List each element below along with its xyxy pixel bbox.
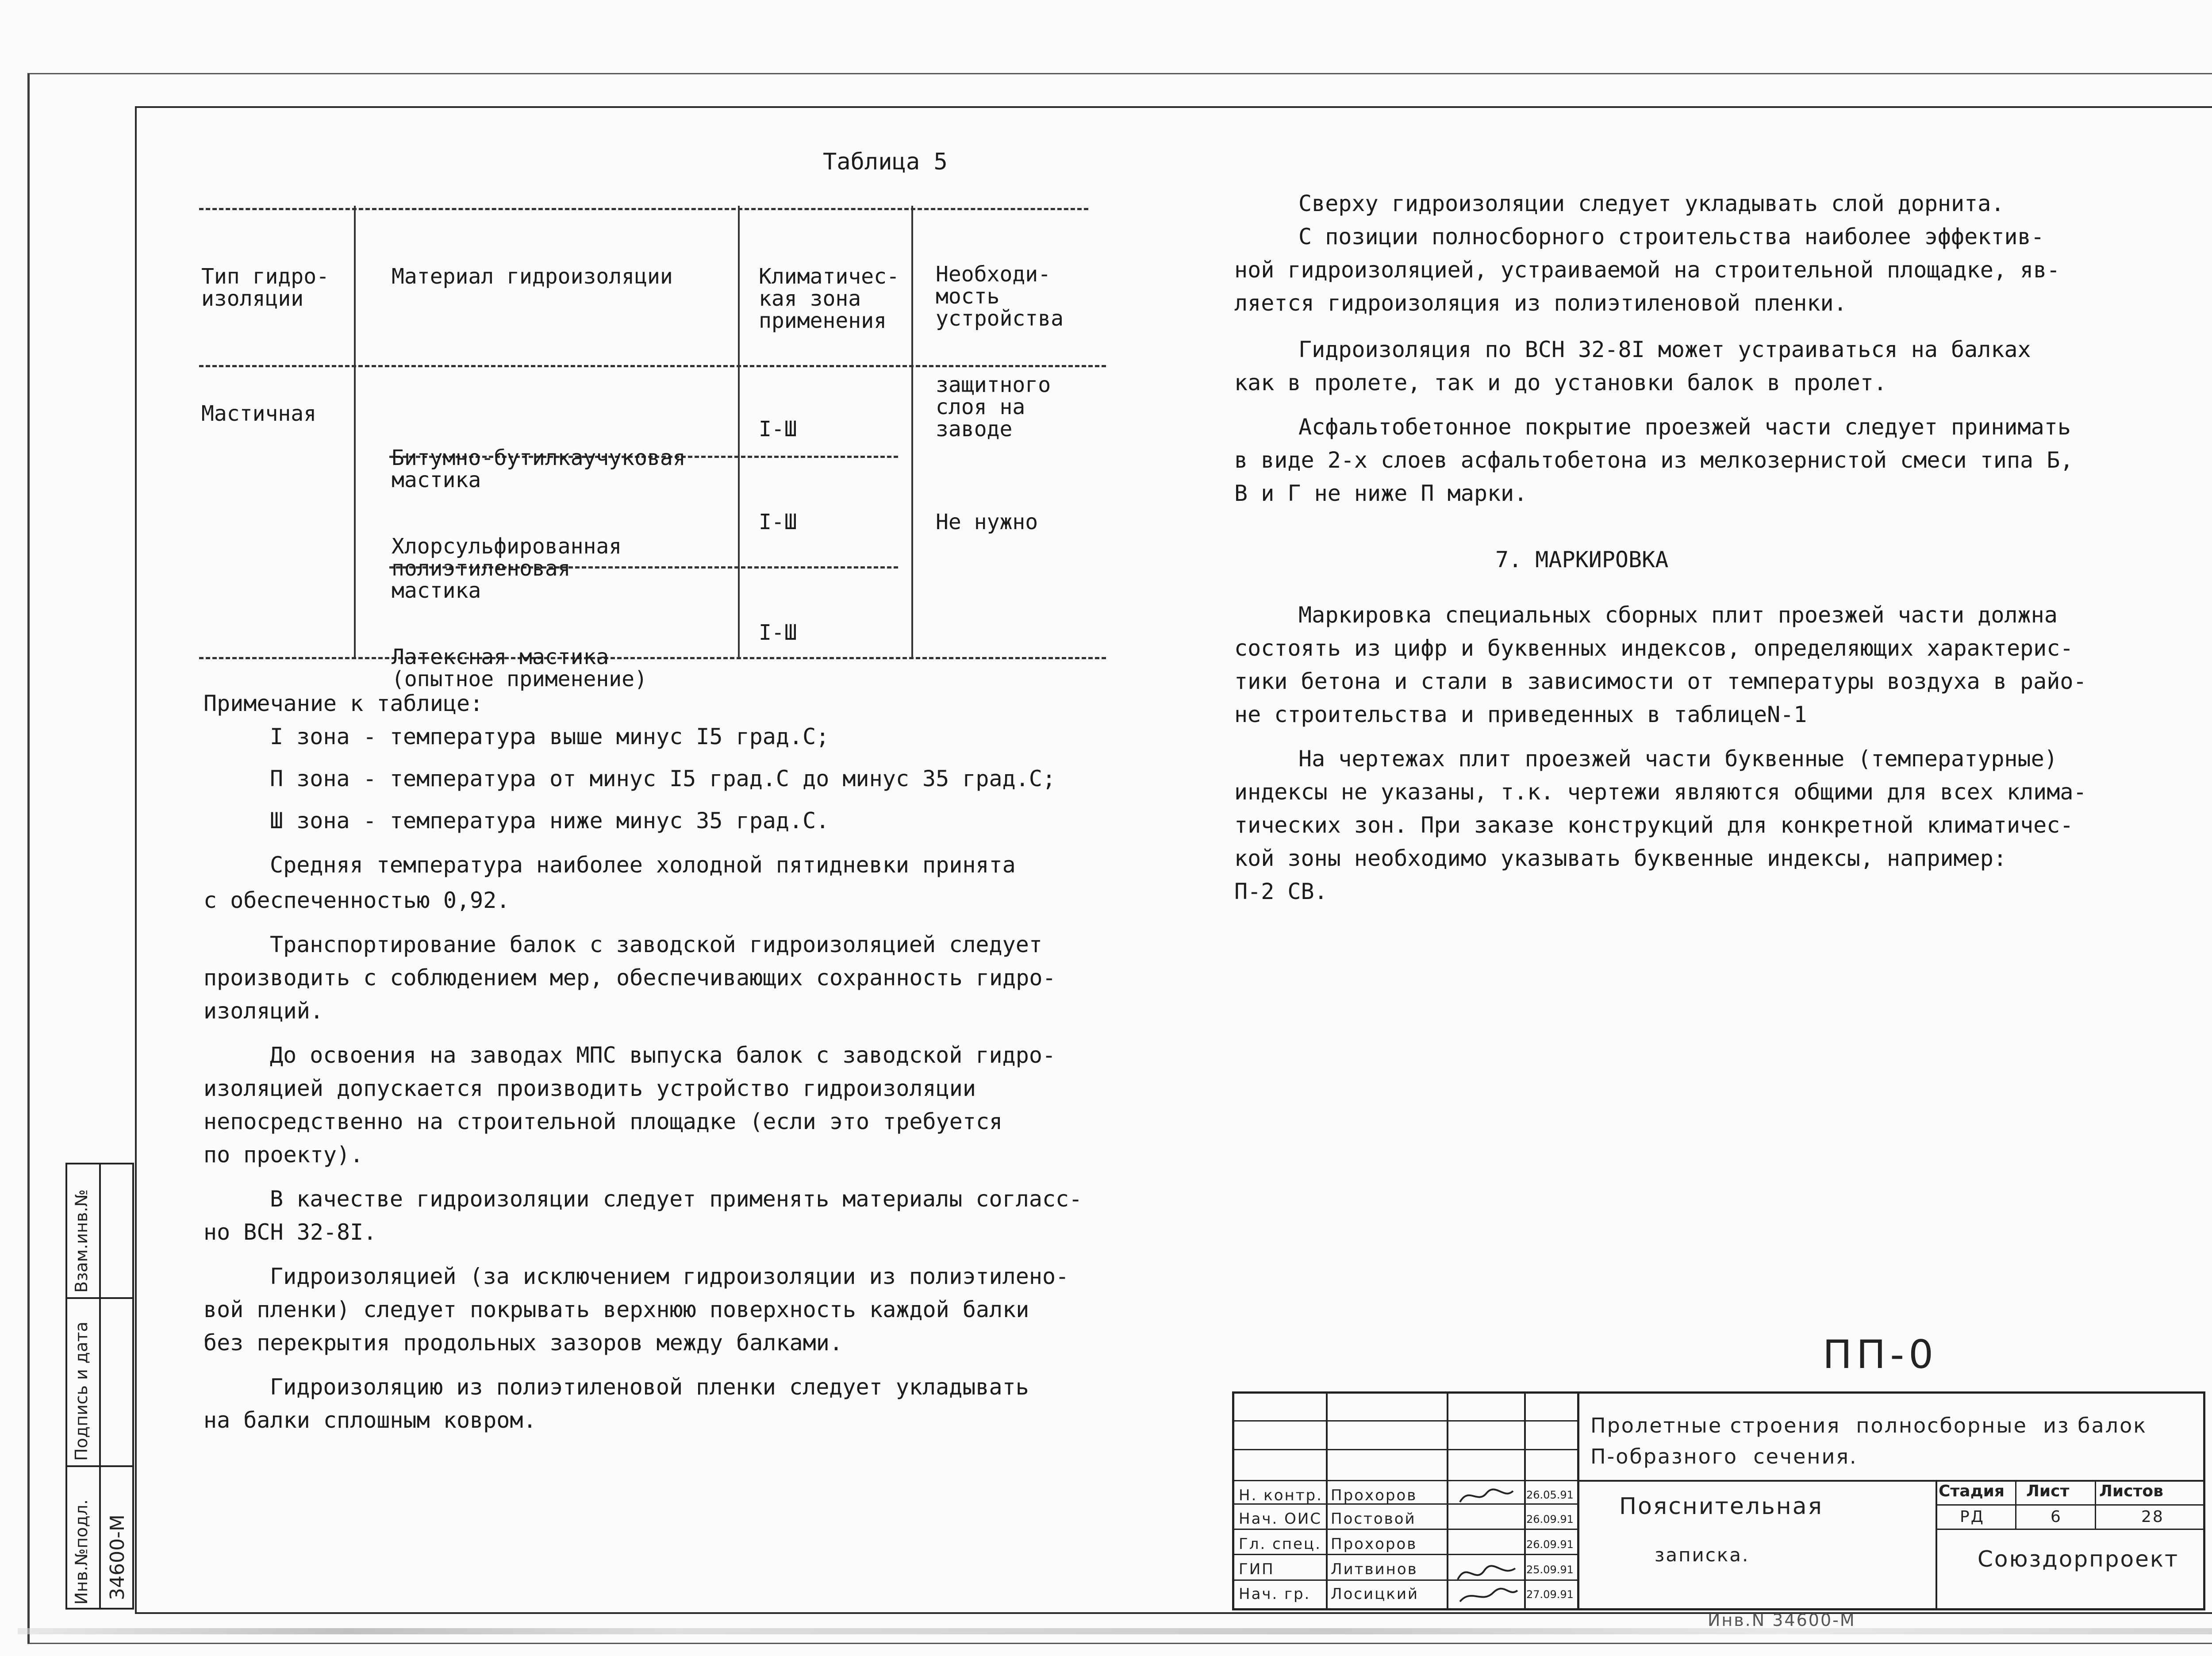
paragraph-line: в виде 2-х слоев асфальтобетона из мелкозернистой смеси типа Б, [1234, 447, 2074, 473]
paragraph-line: ной гидроизоляцией, устраиваемой на строительной площадке, яв- [1234, 257, 2060, 283]
role-label: Нач. гр. [1239, 1585, 1311, 1603]
paragraph-line: без перекрытия продольных зазоров между балками. [204, 1330, 843, 1356]
organization: Союздорпроект [1978, 1546, 2179, 1572]
document-title-line-2: записка. [1655, 1544, 1750, 1566]
paragraph-line: изоляций. [204, 998, 323, 1024]
sheet-label: Лист [2026, 1482, 2070, 1500]
table-col-divider-1 [354, 206, 356, 659]
stamp-divider [1524, 1394, 1526, 1608]
stamp-divider [1936, 1529, 2203, 1530]
sheets-value: 28 [2141, 1508, 2164, 1526]
paragraph-line: Гидроизоляция по ВСН 32-8I может устраиваться на балках [1298, 337, 2031, 362]
cell-material-3: Латексная мастика (опытное применение) [392, 645, 647, 692]
stamp-divider [1577, 1394, 1579, 1608]
sign-date: 26.09.91 [1526, 1513, 1574, 1525]
sign-date: 26.09.91 [1526, 1538, 1574, 1551]
paragraph-line: П-2 СВ. [1234, 879, 1328, 904]
stamp-divider [1577, 1480, 2203, 1482]
paragraph-line: Гидроизоляцией (за исключением гидроизоляции из полиэтилено- [270, 1264, 1069, 1289]
header-material: Материал гидроизоляции [392, 264, 673, 289]
paragraph-line: с обеспеченностью 0,92. [204, 888, 510, 913]
project-title-line-1: Пролетные строения полносборные из балок [1590, 1414, 2147, 1437]
stamp-divider [2015, 1480, 2016, 1529]
role-label: Нач. ОИС [1239, 1510, 1322, 1528]
section-heading-marking: 7. МАРКИРОВКА [1495, 547, 1669, 572]
paragraph-line: но ВСН 32-8I. [204, 1219, 377, 1245]
paragraph-line: как в пролете, так и до установки балок в пролет. [1234, 370, 1887, 396]
signature-mark [1458, 1566, 1515, 1579]
stamp-divider [1234, 1449, 1577, 1450]
paragraph-line: непосредственно на строительной площадке (если это требуется [204, 1109, 1003, 1134]
strip-divider [67, 1465, 132, 1467]
stamp-divider [1234, 1420, 1577, 1422]
paragraph-line: В и Г не ниже П марки. [1234, 480, 1528, 506]
stamp-divider [1936, 1480, 1937, 1608]
sheet-value: 6 [2051, 1508, 2062, 1526]
table-rule-bottom [199, 657, 1106, 659]
signature-mark [1460, 1589, 1517, 1602]
paragraph-line: тики бетона и стали в зависимости от температуры воздуха в райо- [1234, 669, 2087, 694]
stamp-divider [2095, 1480, 2096, 1529]
paragraph-line: на балки сплошным ковром. [204, 1407, 537, 1433]
strip-label-inventory: Инв.№подл. [72, 1499, 91, 1605]
paragraph-line: Маркировка специальных сборных плит проезжей части должна [1298, 602, 2058, 628]
paragraph-line: производить с соблюдением мер, обеспечивающих сохранность гидро- [204, 965, 1056, 991]
note-zone-3: Ш зона - температура ниже минус 35 град.С. [270, 808, 830, 834]
paragraph-line: Асфальтобетонное покрытие проезжей части следует принимать [1298, 414, 2071, 440]
role-label: ГИП [1239, 1560, 1275, 1578]
person-name: Литвинов [1331, 1560, 1418, 1578]
paragraph-line: Транспортирование балок с заводской гидроизоляцией следует [270, 932, 1042, 957]
strip-divider [99, 1164, 101, 1608]
paragraph-line: С позиции полносборного строительства наиболее эффектив- [1298, 224, 2044, 250]
table-col-divider-2 [738, 206, 740, 659]
drawing-code: ПП-0 [1823, 1332, 1938, 1377]
paragraph-line: В качестве гидроизоляции следует применять материалы согласс- [270, 1186, 1083, 1212]
paragraph-line: До освоения на заводах МПС выпуска балок с заводской гидро- [270, 1042, 1056, 1068]
stamp-divider [1234, 1554, 1577, 1555]
cell-necessity: Не нужно [936, 510, 1038, 534]
stage-label: Стадия [1939, 1482, 2005, 1500]
header-necessity: Необходи- мость устройства защитного слоя на заводе [936, 262, 1064, 442]
paragraph-line: вой пленки) следует покрывать верхнюю поверхность каждой балки [204, 1297, 1029, 1322]
header-type: Тип гидро- изоляции [201, 264, 329, 311]
sign-date: 25.09.91 [1526, 1564, 1574, 1576]
strip-label-replacement: Взам.инв.№ [72, 1189, 91, 1293]
sign-date: 26.05.91 [1526, 1489, 1574, 1501]
paragraph-line: не строительства и приведенных в таблицеN-1 [1234, 702, 1807, 727]
paragraph-line: Сверху гидроизоляции следует укладывать слой дорнита. [1298, 191, 2005, 216]
person-name: Прохоров [1331, 1535, 1417, 1553]
stamp-divider [1234, 1480, 1577, 1481]
paragraph-line: Гидроизоляцию из полиэтиленовой пленки следует укладывать [270, 1374, 1029, 1400]
person-name: Постовой [1331, 1510, 1416, 1528]
cell-material-1: Битумно-бутилкаучуковая мастика [392, 446, 686, 492]
person-name: Лосицкий [1331, 1585, 1419, 1603]
signature-mark [1460, 1489, 1513, 1502]
paragraph-line: индексы не указаны, т.к. чертежи являются общими для всех клима- [1234, 779, 2087, 805]
cell-material-2: Хлорсульфированная полиэтиленовая мастика [392, 534, 622, 603]
sign-date: 27.09.91 [1526, 1588, 1574, 1601]
strip-inventory-number: 34600-М [106, 1514, 129, 1600]
table-rule-top [199, 208, 1088, 210]
cell-type: Мастичная [201, 401, 317, 426]
title-block [1232, 1391, 2205, 1610]
note-title: Примечание к таблице: [204, 691, 484, 716]
document-title-line-1: Пояснительная [1619, 1493, 1823, 1520]
stamp-divider [1234, 1579, 1577, 1581]
sheets-label: Листов [2099, 1482, 2163, 1500]
header-zone: Климатичес- кая зона применения [759, 264, 899, 333]
cell-zone-1: I-Ш [759, 417, 797, 442]
project-title-line-2: П-образного сечения. [1590, 1445, 1858, 1468]
strip-label-signature: Подпись и дата [72, 1322, 91, 1461]
note-zone-1: I зона - температура выше минус I5 град.С; [270, 724, 830, 749]
scan-edge [18, 1628, 2212, 1634]
stamp-divider [1447, 1394, 1448, 1608]
cell-zone-2: I-Ш [759, 510, 797, 534]
bottom-inventory-note: Инв.N 34600-М [1708, 1610, 1856, 1630]
stage-value: РД [1960, 1508, 1985, 1526]
paragraph-line: ляется гидроизоляция из полиэтиленовой пленки. [1234, 290, 1847, 316]
person-name: Прохоров [1331, 1487, 1417, 1504]
signatures [1451, 1482, 1522, 1606]
paragraph-line: кой зоны необходимо указывать буквенные индексы, например: [1234, 845, 2007, 871]
cell-zone-3: I-Ш [759, 620, 797, 645]
paragraph-line: по проекту). [204, 1142, 364, 1168]
table-caption: Таблица 5 [823, 149, 948, 175]
paragraph-line: На чертежах плит проезжей части буквенные (температурные) [1298, 746, 2058, 772]
paragraph-line: Средняя температура наиболее холодной пятидневки принята [270, 852, 1016, 878]
stamp-divider [1326, 1394, 1328, 1608]
role-label: Гл. спец. [1239, 1535, 1321, 1553]
paragraph-line: состоять из цифр и буквенных индексов, определяющих характерис- [1234, 635, 2074, 661]
paragraph-line: изоляцией допускается производить устройство гидроизоляции [204, 1076, 976, 1101]
paragraph-line: тических зон. При заказе конструкций для конкретной климатичес- [1234, 812, 2074, 838]
role-label: Н. контр. [1239, 1487, 1323, 1504]
strip-divider [67, 1297, 132, 1299]
stamp-divider [1234, 1529, 1577, 1530]
note-zone-2: П зона - температура от минус I5 град.С до минус 35 град.С; [270, 766, 1056, 791]
stamp-divider [1936, 1504, 2203, 1506]
table-col-divider-3 [911, 206, 913, 659]
binding-strip [65, 1163, 134, 1610]
